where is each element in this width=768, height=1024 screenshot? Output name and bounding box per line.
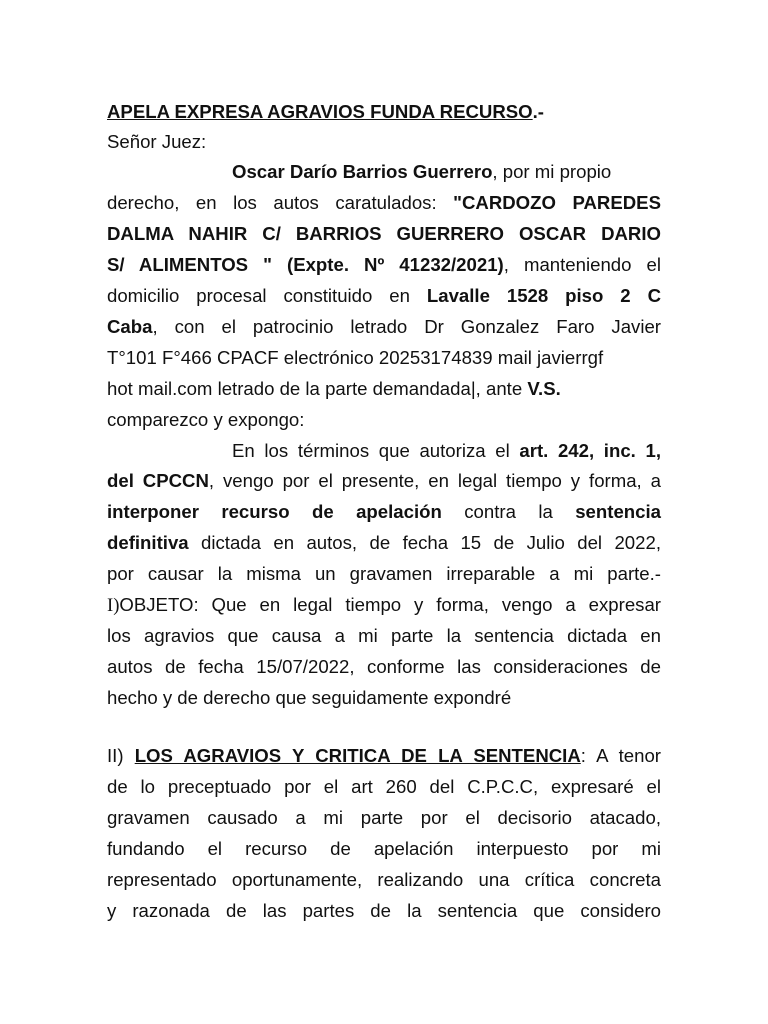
p2-line-3: interponer recurso de apelación contra la sentencia	[107, 501, 661, 522]
p1-line-1: Oscar Darío Barrios Guerrero, por mi propio	[232, 161, 612, 182]
p4-line-4: fundando el recurso de apelación interpuesto por mi	[107, 838, 661, 859]
p4-line-6: y razonada de las partes de la sentencia que considero	[107, 900, 661, 921]
p1-line-8: hot mail.com letrado de la parte demandada|, ante V.S.	[107, 378, 561, 399]
p1-line-7: T°101 F°466 CPACF electrónico 20253174839 mail javierrgf	[107, 347, 604, 368]
p1-line-9: comparezco y expongo:	[107, 409, 305, 430]
p4-line-5: representado oportunamente, realizando una crítica concreta	[107, 869, 661, 890]
p1-line-4: S/ ALIMENTOS " (Expte. Nº 41232/2021), manteniendo el	[107, 254, 662, 275]
p3-line-4: hecho y de derecho que seguidamente expondré	[107, 687, 512, 708]
section-heading-2: LOS AGRAVIOS Y CRITICA DE LA SENTENCIA	[134, 745, 581, 766]
document-title: APELA EXPRESA AGRAVIOS FUNDA RECURSO.-	[107, 101, 544, 122]
p1-line-2: derecho, en los autos caratulados: "CARDOZO PAREDES	[107, 192, 661, 213]
greeting: Señor Juez:	[107, 131, 207, 152]
p3-line-1: I)OBJETO: Que en legal tiempo y forma, vengo a expresar	[107, 594, 661, 616]
p4-line-3: gravamen causado a mi parte por el decisorio atacado,	[107, 807, 661, 828]
p2-line-1: En los términos que autoriza el art. 242, inc. 1,	[232, 440, 661, 461]
section-numeral-1: I)	[107, 595, 120, 616]
p3-line-2: los agravios que causa a mi parte la sentencia dictada en	[107, 625, 661, 646]
p3-line-3: autos de fecha 15/07/2022, conforme las consideraciones de	[107, 656, 661, 677]
p2-line-5: por causar la misma un gravamen irreparable a mi parte.-	[107, 563, 661, 584]
p4-line-1: II) LOS AGRAVIOS Y CRITICA DE LA SENTENCIA: A tenor	[107, 745, 661, 766]
p2-line-2: del CPCCN, vengo por el presente, en legal tiempo y forma, a	[107, 470, 661, 491]
p2-line-4: definitiva dictada en autos, de fecha 15 de Julio del 2022,	[107, 532, 661, 553]
p1-line-6: Caba, con el patrocinio letrado Dr Gonzalez Faro Javier	[107, 316, 661, 337]
p1-line-5: domicilio procesal constituido en Lavalle 1528 piso 2 C	[107, 285, 661, 306]
p4-line-2: de lo preceptuado por el art 260 del C.P.C.C, expresaré el	[107, 776, 661, 797]
p1-line-3: DALMA NAHIR C/ BARRIOS GUERRERO OSCAR DARIO	[107, 223, 661, 244]
